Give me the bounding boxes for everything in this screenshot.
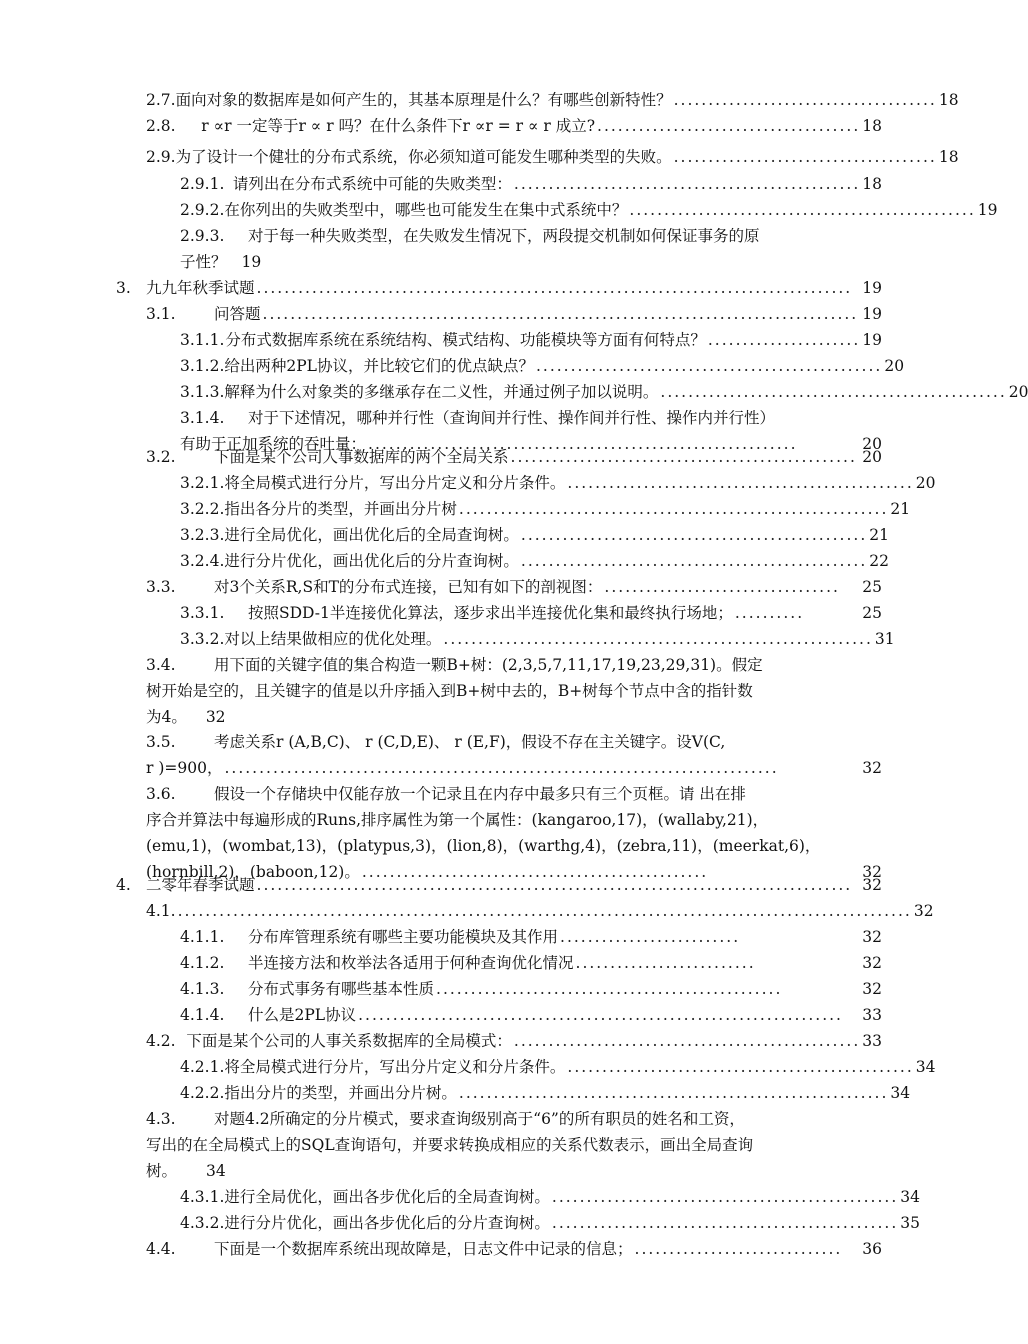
- entry-number: 4.2.1.: [180, 1058, 225, 1076]
- entry-title: 分布式数据库系统在系统结构、模式结构、功能模块等方面有何特点？: [225, 331, 706, 349]
- entry-title: 用下面的关键字值的集合构造一颗B+树：(2,3,5,7,11,17,19,23,29,31)。假定: [214, 656, 763, 674]
- page-number: 32: [913, 902, 934, 920]
- page-number: 20: [1008, 383, 1028, 401]
- toc-entry-2-9-1[interactable]: [180, 171, 882, 197]
- toc-entry-4-1-3[interactable]: [180, 976, 882, 1002]
- toc-entry-2-7[interactable]: [146, 87, 959, 113]
- dot-leader: ..................................................: [535, 357, 883, 375]
- page-number: 33: [862, 1032, 882, 1050]
- entry-title: 半连接方法和枚举法各适用于何种查询优化情况: [248, 954, 574, 972]
- toc-entry-4-1-4[interactable]: [180, 1002, 882, 1028]
- entry-title: 解释为什么对象类的多继承存在二义性，并通过例子加以说明。: [224, 383, 659, 401]
- dot-leader: ......................................: [597, 117, 861, 135]
- toc-entry-4-2[interactable]: [146, 1028, 882, 1054]
- dot-leader: ..................................................: [551, 1214, 899, 1232]
- page-number: 18: [862, 175, 882, 193]
- entry-number: 3.2.2.: [180, 500, 225, 518]
- dot-leader: ..............................................................: [458, 500, 889, 518]
- entry-number: 3.1.: [146, 305, 176, 323]
- entry-number: 3.2.3.: [180, 526, 225, 544]
- toc-entry-3-2-1[interactable]: [180, 470, 936, 496]
- entry-title-continued: (hornbill,2)，(baboon,12)。: [146, 863, 360, 881]
- entry-title-continued: r )=900，: [146, 759, 223, 777]
- page-number: 36: [862, 1240, 882, 1258]
- entry-title-continued: 树。: [146, 1162, 178, 1180]
- dot-leader: ......................................: [673, 91, 937, 109]
- page-number: 19: [977, 201, 998, 219]
- dot-leader: ..................................................: [629, 201, 976, 219]
- entry-number: 4.3.: [146, 1110, 176, 1128]
- entry-number: 3.1.2.: [180, 357, 225, 375]
- page-number: 32: [862, 876, 882, 894]
- entry-title: 给出两种2PL协议，并比较它们的优点缺点？: [224, 357, 534, 375]
- page-number: 31: [874, 630, 895, 648]
- page-number: 32: [862, 928, 882, 946]
- toc-entry-2-9-2[interactable]: [180, 197, 998, 223]
- entry-title-continued: 有助于正加系统的吞吐量：: [180, 435, 367, 453]
- toc-entry-3-5[interactable]: [146, 729, 882, 781]
- entry-title: 对题4.2所确定的分片模式，要求查询级别高于“6”的所有职员的姓名和工资，: [214, 1110, 745, 1128]
- entry-number: 3.3.: [146, 578, 176, 596]
- entry-number: 4.3.1.: [180, 1188, 225, 1206]
- toc-entry-3-2[interactable]: [146, 444, 882, 470]
- entry-number: 4.: [116, 876, 131, 894]
- toc-entry-4-1-2[interactable]: [180, 950, 882, 976]
- toc-entry-3-1-3[interactable]: [180, 379, 1028, 405]
- entry-title: 下面是一个数据库系统出现故障是，日志文件中记录的信息；: [214, 1240, 633, 1258]
- page-number: 32: [862, 980, 882, 998]
- entry-title: 问答题: [214, 305, 261, 323]
- entry-title-continued: 写出的在全局模式上的SQL查询语句，并要求转换成相应的关系代数表示，画出全局查询: [146, 1136, 754, 1154]
- entry-title: 将全局模式进行分片，写出分片定义和分片条件。: [224, 1058, 566, 1076]
- entry-number: 4.4.: [146, 1240, 176, 1258]
- entry-number: 3.1.3.: [180, 383, 225, 401]
- page-number: 34: [890, 1084, 911, 1102]
- dot-leader: ..................................................: [520, 552, 868, 570]
- entry-number: 3.3.1.: [180, 604, 225, 622]
- entry-title: 什么是2PL协议: [248, 1006, 357, 1024]
- dot-leader: ..............................................................: [443, 630, 873, 648]
- page-number: 35: [900, 1214, 920, 1232]
- entry-title: 面向对象的数据库是如何产生的，其基本原理是什么？有哪些创新特性？: [175, 91, 672, 109]
- entry-number: 4.2.2.: [180, 1084, 225, 1102]
- toc-entry-3-1[interactable]: [146, 301, 882, 327]
- dot-leader: ..................................................: [567, 1058, 914, 1076]
- entry-number: 2.9.: [146, 148, 176, 166]
- entry-title: 考虑关系r (A,B,C)、 r (C,D,E)、 r (E,F)，假设不存在主关键字。设V(C,: [214, 733, 726, 751]
- toc-entry-2-8[interactable]: [146, 113, 882, 139]
- dot-leader: ..........................: [575, 954, 756, 972]
- toc-entry-4-3[interactable]: [146, 1106, 882, 1184]
- entry-number: 3.6.: [146, 785, 176, 803]
- page-number: 32: [205, 708, 226, 726]
- entry-number: 4.1.4.: [180, 1006, 225, 1024]
- toc-entry-3-3[interactable]: [146, 574, 882, 600]
- toc-entry-4-3-1[interactable]: [180, 1184, 920, 1210]
- entry-title: 将全局模式进行分片，写出分片定义和分片条件。: [224, 474, 566, 492]
- page-number: 18: [938, 148, 959, 166]
- page-number: 34: [205, 1162, 226, 1180]
- dot-leader: ..................................................: [660, 383, 1007, 401]
- toc-entry-4-1[interactable]: [146, 898, 934, 924]
- entry-title: 进行全局优化，画出优化后的全局查询树。: [224, 526, 519, 544]
- entry-number: 2.7.: [146, 91, 176, 109]
- dot-leader: ..................................................: [513, 175, 861, 193]
- entry-number: 4.3.2.: [180, 1214, 225, 1232]
- entry-number: 4.2.: [146, 1032, 176, 1050]
- entry-number: 3.5.: [146, 733, 176, 751]
- dot-leader: ..................................................: [513, 1032, 861, 1050]
- entry-title: 指出各分片的类型，并画出分片树: [224, 500, 457, 518]
- entry-title: 请列出在分布式系统中可能的失败类型：: [232, 175, 512, 193]
- dot-leader: ..................................................: [520, 526, 868, 544]
- dot-leader: ..................................: [604, 578, 840, 596]
- toc-entry-3-1-1[interactable]: [180, 327, 882, 353]
- entry-number: 3.1.1.: [180, 331, 225, 349]
- entry-number: 4.1.1.: [180, 928, 225, 946]
- page-number: 32: [862, 759, 882, 777]
- toc-entry-3[interactable]: [116, 275, 882, 301]
- entry-title-continued: 序合并算法中每遍形成的Runs,排序属性为第一个属性：(kangaroo,17)，(wallaby,21)，: [146, 811, 769, 829]
- dot-leader: ..................................................: [361, 863, 709, 881]
- entry-title: 进行分片优化，画出各步优化后的分片查询树。: [224, 1214, 550, 1232]
- page-number: 20: [862, 448, 882, 466]
- page-number: 21: [890, 500, 911, 518]
- entry-number: 3.4.: [146, 656, 176, 674]
- dot-leader: ......................................................................................: [256, 876, 853, 894]
- page-number: 19: [241, 253, 262, 271]
- entry-number: 4.1.: [146, 902, 176, 920]
- page-number: 20: [884, 357, 905, 375]
- page-number: 32: [862, 863, 882, 881]
- entry-number: 3.2.4.: [180, 552, 225, 570]
- entry-number: 4.1.3.: [180, 980, 225, 998]
- dot-leader: ................................................................................: [224, 759, 779, 777]
- entry-title: 对3个关系R,S和T的分布式连接，已知有如下的剖视图：: [214, 578, 603, 596]
- entry-title-continued: (emu,1)，(wombat,13)，(platypus,3)，(lion,8)，(warthg,4)，(zebra,11)，(meerkat,6)，: [146, 837, 821, 855]
- entry-number: 4.1.2.: [180, 954, 225, 972]
- entry-title: 分布库管理系统有哪些主要功能模块及其作用: [248, 928, 559, 946]
- entry-number: 3.2.1.: [180, 474, 225, 492]
- entry-title: 为了设计一个健壮的分布式系统，你必须知道可能发生哪种类型的失败。: [175, 148, 672, 166]
- dot-leader: ......................................................................................: [256, 279, 853, 297]
- page-number: 25: [862, 604, 882, 622]
- entry-number: 2.9.1.: [180, 175, 225, 193]
- entry-number: 2.8.: [146, 117, 176, 135]
- dot-leader: ......................................................................: [358, 1006, 843, 1024]
- toc-entry-3-6[interactable]: [146, 781, 882, 885]
- page-number: 18: [862, 117, 882, 135]
- toc-entry-4[interactable]: [116, 872, 882, 898]
- entry-number: 3.1.4.: [180, 409, 225, 427]
- entry-title: 九九年秋季试题: [146, 279, 255, 297]
- entry-title-continued: 子性？: [180, 253, 227, 271]
- toc-entry-3-3-1[interactable]: [180, 600, 882, 626]
- page-number: 18: [938, 91, 959, 109]
- dot-leader: ......................................................................................: [262, 305, 859, 323]
- entry-title: 二零年春季试题: [146, 876, 255, 894]
- entry-title: 对于下述情况，哪种并行性（查询间并行性、操作间并行性、操作内并行性）: [248, 409, 776, 427]
- toc-entry-4-1-1[interactable]: [180, 924, 882, 950]
- entry-number: 2.9.2.: [180, 201, 225, 219]
- entry-number: 3.2.: [146, 448, 176, 466]
- toc-entry-3-2-4[interactable]: [180, 548, 889, 574]
- page-number: 20: [915, 474, 936, 492]
- dot-leader: ..................................................: [551, 1188, 899, 1206]
- dot-leader: ..........: [734, 604, 805, 622]
- dot-leader: ..............................: [634, 1240, 843, 1258]
- dot-leader: ..................................................: [567, 474, 914, 492]
- entry-title: 对于每一种失败类型，在失败发生情况下，两段提交机制如何保证事务的原: [248, 227, 760, 245]
- dot-leader: ..............................................................: [458, 1084, 889, 1102]
- entry-title-continued: 树开始是空的，且关键字的值是以升序插入到B+树中去的，B+树每个节点中含的指针数: [146, 682, 753, 700]
- entry-title: 对以上结果做相应的优化处理。: [224, 630, 442, 648]
- entry-title: 下面是某个公司的人事关系数据库的全局模式：: [186, 1032, 512, 1050]
- page-number: 19: [862, 305, 882, 323]
- toc-entry-4-3-2[interactable]: [180, 1210, 920, 1236]
- entry-title: 下面是某个公司人事数据库的两个全局关系: [214, 448, 509, 466]
- page-number: 34: [915, 1058, 936, 1076]
- toc-entry-4-2-1[interactable]: [180, 1054, 936, 1080]
- dot-leader: ......................................: [673, 148, 937, 166]
- page-number: 19: [862, 279, 882, 297]
- page-number: 19: [862, 331, 882, 349]
- toc-entry-3-4[interactable]: [146, 652, 882, 730]
- entry-title: 分布式事务有哪些基本性质: [248, 980, 435, 998]
- page-number: 21: [869, 526, 889, 544]
- entry-title: 进行分片优化，画出优化后的分片查询树。: [224, 552, 519, 570]
- entry-title: r ∝r 一定等于r ∝ r 吗？在什么条件下r ∝r = r ∝ r 成立?: [201, 117, 596, 135]
- page-number: 22: [869, 552, 889, 570]
- page-number: 34: [900, 1188, 920, 1206]
- page-number: 32: [862, 954, 882, 972]
- dot-leader: ..............................................................: [368, 435, 798, 453]
- entry-title: 指出分片的类型，并画出分片树。: [224, 1084, 457, 1102]
- entry-number: 3.: [116, 279, 131, 297]
- toc-entry-4-2-2[interactable]: [180, 1080, 911, 1106]
- toc-entry-3-1-2[interactable]: [180, 353, 905, 379]
- entry-title: 按照SDD-1半连接优化算法，逐步求出半连接优化集和最终执行场地；: [248, 604, 733, 622]
- entry-title: 进行全局优化，画出各步优化后的全局查询树。: [224, 1188, 550, 1206]
- toc-entry-3-2-3[interactable]: [180, 522, 889, 548]
- dot-leader: ..................................................: [510, 448, 857, 466]
- toc-entry-3-2-2[interactable]: [180, 496, 911, 522]
- toc-entry-2-9[interactable]: [146, 144, 959, 170]
- entry-number: 3.3.2.: [180, 630, 225, 648]
- entry-title: 假设一个存储块中仅能存放一个记录且在内存中最多只有三个页框。请 出在排: [214, 785, 746, 803]
- dot-leader: ......................: [707, 331, 861, 349]
- entry-title-continued: 为4。: [146, 708, 187, 726]
- page-number: 25: [862, 578, 882, 596]
- dot-leader: ..........................................................................................................: [177, 902, 912, 920]
- dot-leader: ..................................................: [436, 980, 783, 998]
- entry-number: 2.9.3.: [180, 227, 225, 245]
- entry-title: 在你列出的失败类型中，哪些也可能发生在集中式系统中？: [224, 201, 628, 219]
- toc-entry-2-9-3[interactable]: [180, 223, 882, 275]
- page-number: 33: [862, 1006, 882, 1024]
- toc-entry-4-4[interactable]: [146, 1236, 882, 1262]
- page-number: 20: [862, 435, 882, 453]
- dot-leader: ..........................: [560, 928, 741, 946]
- toc-entry-3-3-2[interactable]: [180, 626, 895, 652]
